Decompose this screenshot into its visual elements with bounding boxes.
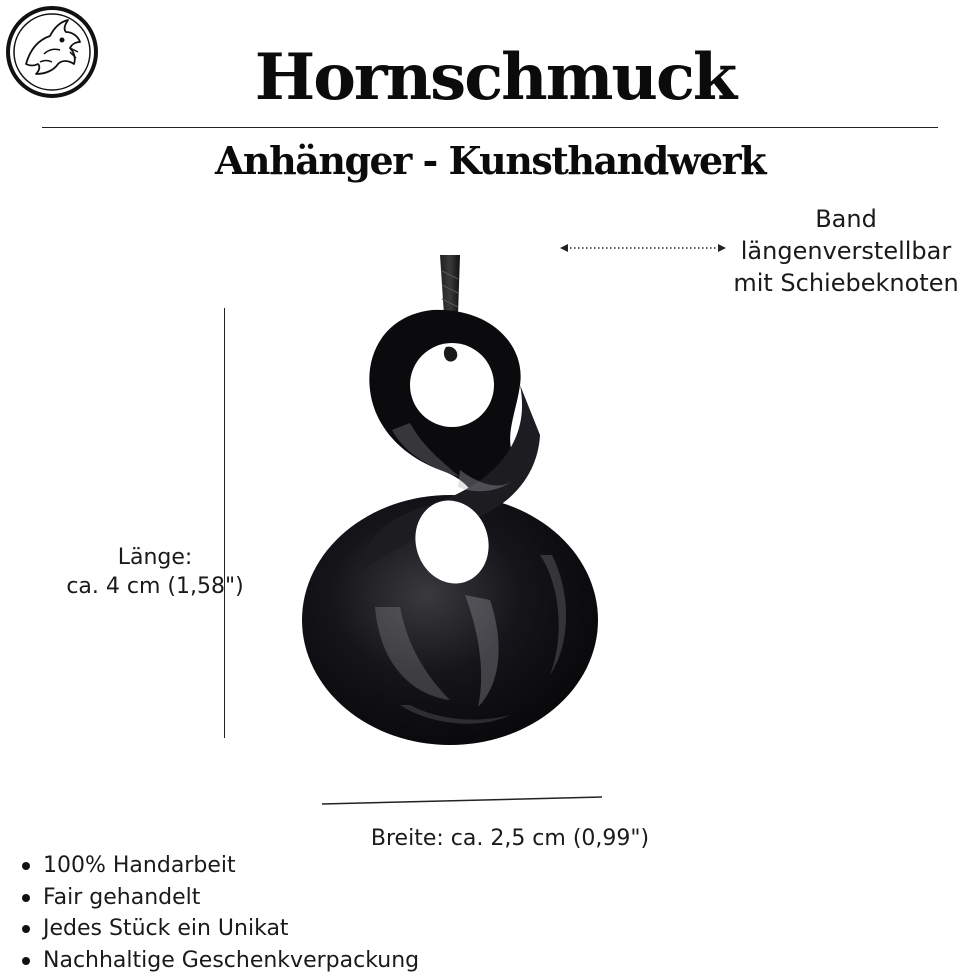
length-line-2: ca. 4 cm (1,58") (66, 574, 244, 599)
bullet-icon (22, 862, 30, 870)
feature-text: Nachhaltige Geschenkverpackung (43, 947, 420, 973)
feature-text: 100% Handarbeit (43, 853, 236, 878)
length-line-1: Länge: (117, 545, 193, 570)
feature-item (18, 850, 419, 882)
pendant-image (160, 255, 760, 815)
feature-item (18, 945, 419, 977)
page-subtitle: Anhänger - Kunsthandwerk (214, 138, 766, 183)
page-title: Hornschmuck (254, 40, 736, 115)
feature-item (18, 913, 419, 945)
feature-item (18, 882, 419, 914)
feature-text: Jedes Stück ein Unikat (43, 916, 289, 941)
length-annotation (30, 543, 280, 601)
length-dimension-line (224, 308, 225, 738)
band-line-3: mit Schiebeknoten (733, 269, 959, 297)
feature-text: Fair gehandelt (43, 884, 201, 910)
width-dimension-line (322, 795, 602, 807)
bullet-icon (22, 894, 30, 902)
band-line-1: Band (815, 205, 877, 233)
feature-list (18, 850, 419, 976)
bullet-icon (22, 925, 30, 933)
title-divider (42, 127, 938, 128)
bullet-icon (22, 957, 30, 965)
width-annotation: Breite: ca. 2,5 cm (0,99") (370, 826, 650, 851)
band-line-2: längenverstellbar (740, 237, 952, 265)
